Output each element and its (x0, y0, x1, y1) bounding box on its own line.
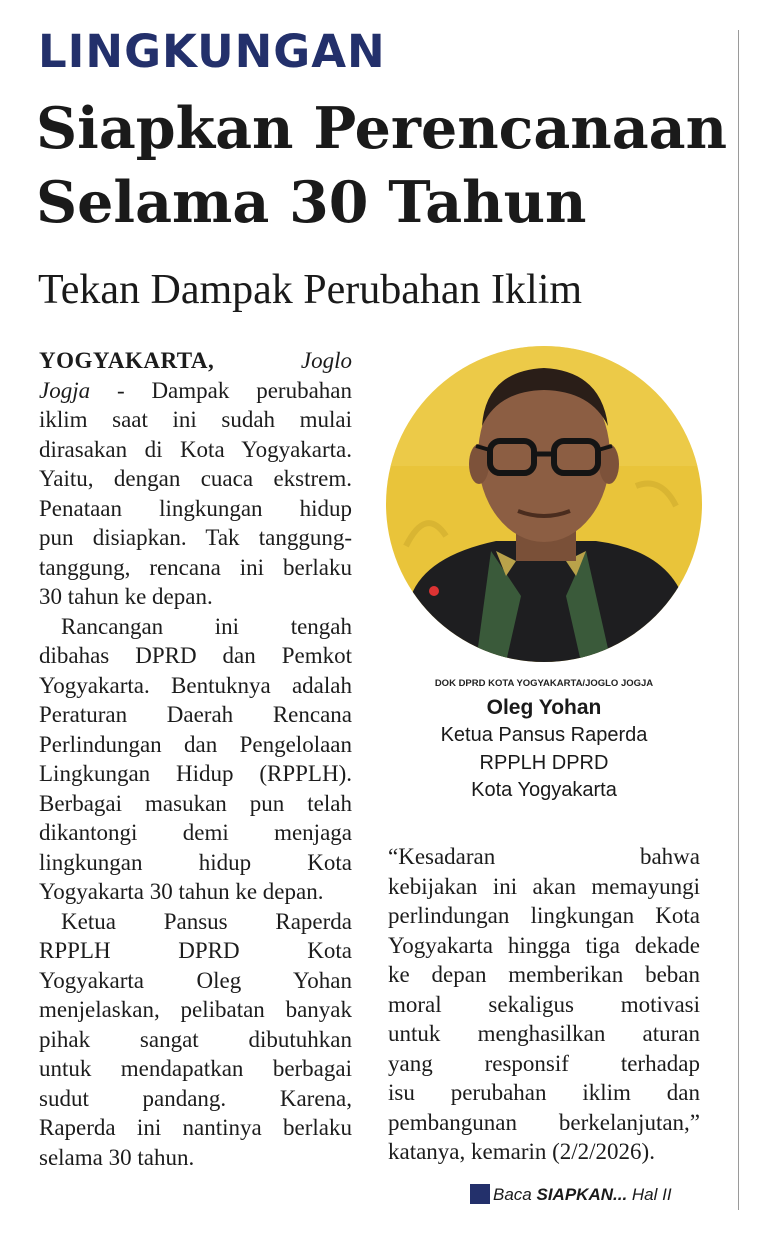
body-line: Yogyakarta 30 tahun ke depan. (39, 879, 324, 904)
dateline: YOGYAKARTA, (39, 348, 215, 373)
body-line: selama 30 tahun. (39, 1144, 195, 1170)
portrait-illustration (386, 346, 702, 662)
body-line: Ketua Pansus Raperda (61, 908, 352, 934)
body-line: menjelaskan, pelibatan banyak (39, 997, 352, 1022)
quote-line: moral sekaligus motivasi (388, 991, 700, 1017)
pull-quote (388, 842, 700, 1167)
body-line: untuk mendapatkan berbagai (39, 1056, 352, 1081)
jump-page: Hal II (631, 1185, 672, 1204)
article-body-left (39, 346, 352, 1172)
body-line: lingkungan hidup Kota (39, 849, 352, 875)
caption-role (386, 722, 702, 805)
square-bullet-icon (470, 1184, 490, 1204)
body-line: sudut pandang. Karena, (39, 1085, 352, 1111)
body-line: Perlindungan dan Pengelolaan (39, 731, 352, 757)
column-rule (738, 30, 739, 1210)
subheadline: Tekan Dampak Perubahan Iklim (38, 267, 583, 313)
quote-line: perlindungan lingkungan Kota (388, 903, 700, 928)
photo-credit: DOK DPRD KOTA YOGYAKARTA/JOGLO JOGJA (434, 678, 654, 689)
body-line (39, 376, 352, 406)
jump-prefix: Baca (493, 1185, 532, 1204)
caption-role-line: Kota Yogyakarta (471, 779, 617, 801)
jump-keyword: SIAPKAN... (536, 1185, 628, 1204)
source-tag: Joglo (300, 348, 352, 373)
body-line: Yogyakarta. Bentuknya adalah (39, 672, 352, 698)
quote-line: untuk menghasilkan aturan (388, 1021, 700, 1046)
body-line: Rancangan ini tengah (61, 613, 352, 639)
caption-role-line: Ketua Pansus Raperda (440, 724, 648, 746)
quote-line: ke depan memberikan beban (388, 962, 700, 987)
body-line: Berbagai masukan pun telah (39, 790, 352, 816)
quote-line: katanya, kemarin (2/2/2026). (388, 1139, 655, 1164)
caption-role-line: RPPLH DPRD (479, 751, 609, 774)
headline (36, 92, 736, 240)
body-line: Lingkungan Hidup (RPPLH). (39, 761, 352, 786)
body-line: RPPLH DPRD Kota (39, 938, 352, 963)
continued-reference[interactable] (470, 1184, 672, 1205)
body-line: Raperda ini nantinya berlaku (39, 1115, 352, 1140)
body-line: Penataan lingkungan hidup (39, 495, 352, 521)
body-line: dibahas DPRD dan Pemkot (39, 643, 352, 668)
body-line: dirasakan di Kota Yogyakarta. (39, 436, 352, 462)
body-line: Yogyakarta Oleg Yohan (39, 967, 352, 993)
body-line: tanggung, rencana ini berlaku (39, 554, 352, 580)
body-line: pihak sangat dibutuhkan (39, 1026, 352, 1052)
body-line: 30 tahun ke depan. (39, 584, 213, 609)
headline-line-2: Selama 30 Tahun (36, 169, 587, 236)
body-text: - Dampak perubahan (90, 377, 352, 403)
quote-line: “Kesadaran bahwa (388, 844, 700, 869)
caption-name: Oleg Yohan (486, 696, 602, 719)
body-line: dikantongi demi menjaga (39, 820, 352, 845)
quote-line: pembangunan berkelanjutan,” (388, 1109, 700, 1135)
headline-line-1: Siapkan Perencanaan (36, 95, 728, 162)
quote-line: isu perubahan iklim dan (388, 1080, 700, 1105)
body-line: Yaitu, dengan cuaca ekstrem. (39, 466, 352, 491)
body-line: pun disiapkan. Tak tanggung- (39, 525, 352, 550)
source-tag-cont: Jogja (39, 377, 91, 403)
section-rubric: LINGKUNGAN (38, 25, 386, 78)
body-line (39, 346, 352, 376)
portrait-photo (386, 346, 702, 662)
quote-line: Yogyakarta hingga tiga dekade (388, 932, 700, 958)
quote-line: yang responsif terhadap (388, 1050, 700, 1076)
body-line: Peraturan Daerah Rencana (39, 702, 352, 727)
body-line: iklim saat ini sudah mulai (39, 407, 352, 432)
quote-line: kebijakan ini akan memayungi (388, 873, 700, 899)
